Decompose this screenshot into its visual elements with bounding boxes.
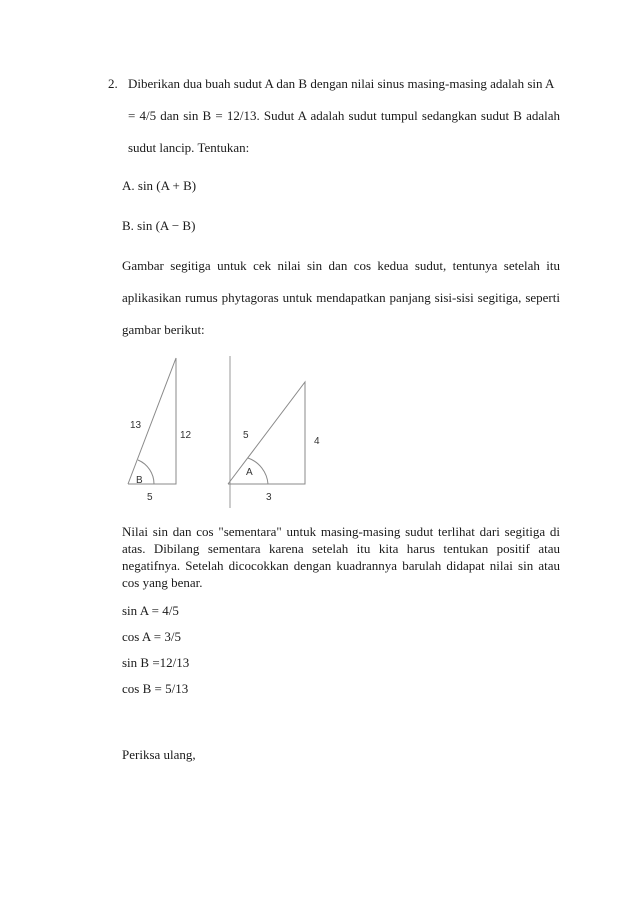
triangle-a-opposite-label: 4 xyxy=(314,436,320,447)
question-part-a: A. sin (A + B) xyxy=(122,178,197,193)
explanation-line-1: Gambar segitiga untuk cek nilai sin dan cos kedua sudut, tentunya setelah itu xyxy=(122,258,560,273)
question-part-b: B. sin (A − B) xyxy=(122,218,196,233)
triangle-b-angle-label: B xyxy=(136,475,143,486)
triangle-a-adjacent-label: 3 xyxy=(266,492,272,503)
triangle-b xyxy=(128,358,192,503)
value-cos-b: cos B = 5/13 xyxy=(122,681,189,696)
question-number: 2. xyxy=(108,76,118,91)
triangle-b-opposite-label: 12 xyxy=(180,430,192,441)
question-line-1: Diberikan dua buah sudut A dan B dengan nilai sinus masing-masing adalah sin A xyxy=(128,76,555,91)
note-line-3: negatifnya. Setelah dicocokkan dengan kuadrannya barulah didapat nilai sin atau xyxy=(122,558,560,573)
question-line-2: = 4/5 dan sin B = 12/13. Sudut A adalah sudut tumpul sedangkan sudut B adalah xyxy=(128,108,560,123)
triangle-b-adjacent-label: 5 xyxy=(147,492,153,503)
note-line-2: atas. Dibilang sementara karena setelah itu kita harus tentukan positif atau xyxy=(122,541,560,556)
triangle-b-hypotenuse-label: 13 xyxy=(130,420,142,431)
triangle-a-angle-label: A xyxy=(246,467,253,478)
note-line-4: cos yang benar. xyxy=(122,575,203,590)
value-sin-a: sin A = 4/5 xyxy=(122,603,179,618)
value-cos-a: cos A = 3/5 xyxy=(122,629,181,644)
triangle-a xyxy=(228,382,320,503)
explanation-line-3: gambar berikut: xyxy=(122,322,205,337)
triangle-a-hypotenuse-label: 5 xyxy=(243,430,249,441)
note-line-1: Nilai sin dan cos "sementara" untuk masing-masing sudut terlihat dari segitiga di xyxy=(122,524,560,539)
explanation-line-2: aplikasikan rumus phytagoras untuk mendapatkan panjang sisi-sisi segitiga, seperti xyxy=(122,290,560,305)
closing-text: Periksa ulang, xyxy=(122,747,196,762)
question-line-3: sudut lancip. Tentukan: xyxy=(128,140,250,155)
value-sin-b: sin B =12/13 xyxy=(122,655,190,670)
